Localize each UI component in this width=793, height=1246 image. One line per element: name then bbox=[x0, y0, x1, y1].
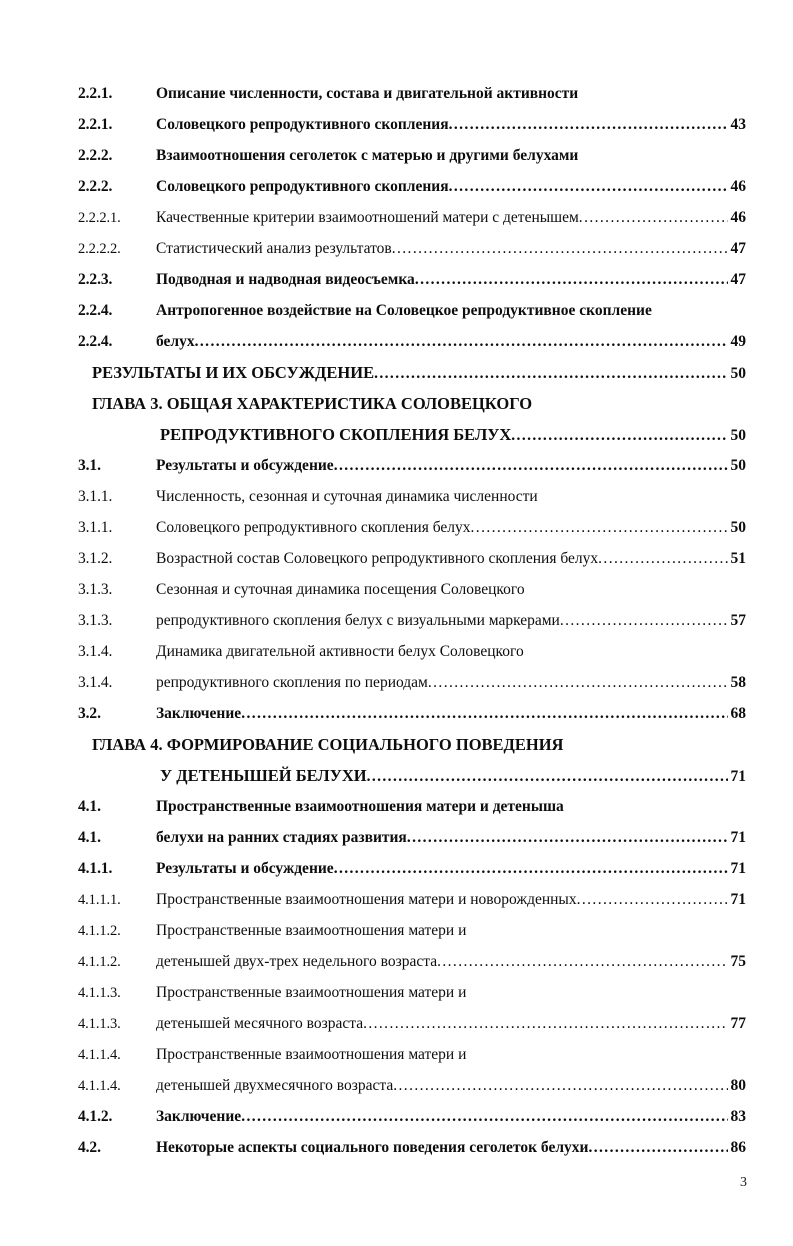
toc-entry-title: Заключение bbox=[156, 1108, 242, 1125]
toc-entry-body bbox=[156, 543, 746, 574]
toc-entry-body bbox=[156, 1039, 746, 1070]
toc-entry-number: 4.1.2. bbox=[78, 1108, 113, 1125]
toc-entry-number: 4.1.1.4. bbox=[78, 1078, 121, 1094]
toc-page-number: 49 bbox=[730, 333, 746, 350]
toc-entry-number: 2.2.2. bbox=[78, 178, 113, 195]
toc-entry[interactable] bbox=[78, 698, 746, 729]
toc-entry-title: Результаты и обсуждение bbox=[156, 860, 334, 877]
toc-entry[interactable] bbox=[78, 1132, 746, 1163]
toc-page-number: 75 bbox=[730, 953, 746, 970]
toc-line bbox=[78, 543, 746, 574]
toc-page-number: 71 bbox=[730, 768, 746, 785]
toc-entry-title: Пространственные взаимоотношения матери и bbox=[156, 984, 467, 1001]
toc-page-number: 50 bbox=[730, 365, 746, 382]
toc-page-number: 71 bbox=[730, 860, 746, 877]
toc-entry-title: Некоторые аспекты социального поведения сеголеток белухи bbox=[156, 1139, 589, 1156]
toc-entry-title: репродуктивного скопления по периодам bbox=[156, 674, 428, 691]
toc-entry-number: 3.1.3. bbox=[78, 581, 113, 598]
toc-entry-title: ГЛАВА 4. ФОРМИРОВАНИЕ СОЦИАЛЬНОГО ПОВЕДЕНИЯ bbox=[92, 735, 564, 754]
toc-entry-number: 3.1.1. bbox=[78, 519, 113, 536]
toc-line bbox=[78, 202, 746, 233]
leader-dots bbox=[407, 822, 728, 853]
toc-line bbox=[78, 946, 746, 977]
toc-entry-title: Динамика двигательной активности белух Соловецкого bbox=[156, 643, 524, 660]
toc-entry-title: Соловецкого репродуктивного скопления белух bbox=[156, 519, 471, 536]
toc-entry-title: детенышей двухмесячного возраста bbox=[156, 1077, 394, 1094]
toc-entry-body bbox=[156, 326, 746, 357]
toc-entry[interactable] bbox=[78, 450, 746, 481]
leader-dots bbox=[449, 171, 728, 202]
toc-entry-title: Пространственные взаимоотношения матери и новорожденных bbox=[156, 891, 577, 908]
toc-line bbox=[78, 822, 746, 853]
toc-entry-number: 4.1.1.2. bbox=[78, 923, 121, 939]
toc-page-number: 71 bbox=[730, 891, 746, 908]
toc-entry-number: 3.2. bbox=[78, 705, 101, 722]
leader-dots bbox=[577, 884, 728, 915]
toc-entry-number: 2.2.2. bbox=[78, 147, 113, 164]
leader-dots bbox=[363, 1008, 727, 1039]
toc-line bbox=[78, 698, 746, 729]
toc-entry-number: 2.2.4. bbox=[78, 302, 113, 319]
toc-entry[interactable] bbox=[78, 264, 746, 295]
toc-entry[interactable] bbox=[78, 543, 746, 574]
leader-dots bbox=[588, 1132, 727, 1163]
toc-line bbox=[78, 450, 746, 481]
toc-line bbox=[78, 109, 746, 140]
leader-dots bbox=[449, 109, 728, 140]
toc-line bbox=[78, 171, 746, 202]
leader-dots bbox=[579, 202, 728, 233]
toc-entry-title: Пространственные взаимоотношения матери и bbox=[156, 1046, 467, 1063]
toc-entry-body bbox=[156, 1070, 746, 1101]
toc-entry-body bbox=[156, 605, 746, 636]
toc-entry[interactable] bbox=[78, 574, 746, 636]
toc-line bbox=[78, 295, 746, 326]
toc-line bbox=[78, 1039, 746, 1070]
leader-dots bbox=[334, 450, 728, 481]
toc-entry-title: детенышей двух-трех недельного возраста bbox=[156, 953, 438, 970]
toc-entry-body bbox=[156, 977, 746, 1008]
toc-page-number: 50 bbox=[730, 519, 746, 536]
toc-entry[interactable] bbox=[78, 388, 746, 450]
toc-line bbox=[78, 636, 746, 667]
toc-entry-number: 2.2.2.2. bbox=[78, 241, 121, 257]
toc-entry-body bbox=[156, 1132, 746, 1163]
toc-line bbox=[78, 140, 746, 171]
toc-entry-body bbox=[156, 264, 746, 295]
toc-page-number: 58 bbox=[730, 674, 746, 691]
toc-page-number: 50 bbox=[730, 457, 746, 474]
toc-entry-number: 4.1.1.3. bbox=[78, 1016, 121, 1032]
toc-line bbox=[78, 667, 746, 698]
leader-dots bbox=[437, 946, 727, 977]
toc-entry-title: Пространственные взаимоотношения матери и bbox=[156, 922, 467, 939]
toc-page-number: 77 bbox=[730, 1015, 746, 1032]
toc-entry-number: 4.2. bbox=[78, 1139, 101, 1156]
toc-entry-body bbox=[92, 357, 746, 389]
toc-entry[interactable] bbox=[78, 140, 746, 202]
toc-page-number: 71 bbox=[730, 829, 746, 846]
toc-entry-title: Численность, сезонная и суточная динамика численности bbox=[156, 488, 538, 505]
toc-entry-body bbox=[156, 791, 746, 822]
toc-entry-title: Качественные критерии взаимоотношений матери с детенышем bbox=[156, 209, 579, 226]
toc-line bbox=[78, 574, 746, 605]
toc-entry[interactable] bbox=[78, 1101, 746, 1132]
leader-dots bbox=[392, 233, 728, 264]
toc-line bbox=[78, 884, 746, 915]
toc-line bbox=[78, 233, 746, 264]
toc-line bbox=[78, 791, 746, 822]
toc-entry-number: 4.1.1. bbox=[78, 860, 113, 877]
toc-page-number: 46 bbox=[730, 209, 746, 226]
toc-line bbox=[78, 760, 746, 791]
toc-entry[interactable] bbox=[78, 884, 746, 915]
toc-entry-body bbox=[92, 729, 746, 760]
toc-entry-title: Соловецкого репродуктивного скопления bbox=[156, 116, 449, 133]
toc-entry-number: 4.1. bbox=[78, 798, 101, 815]
toc-entry-number: 2.2.3. bbox=[78, 271, 113, 288]
leader-dots bbox=[374, 358, 727, 389]
toc-entry-body bbox=[92, 388, 746, 419]
table-of-contents bbox=[78, 78, 746, 1163]
toc-entry-number: 4.1.1.3. bbox=[78, 985, 121, 1001]
toc-page-number: 80 bbox=[730, 1077, 746, 1094]
toc-entry-title: РЕЗУЛЬТАТЫ И ИХ ОБСУЖДЕНИЕ bbox=[92, 363, 375, 382]
toc-entry-body bbox=[156, 915, 746, 946]
toc-entry-title: Взаимоотношения сеголеток с матерью и другими белухами bbox=[156, 147, 579, 164]
toc-line bbox=[78, 605, 746, 636]
toc-page-number: 51 bbox=[730, 550, 746, 567]
toc-entry-title: белухи на ранних стадиях развития bbox=[156, 829, 407, 846]
toc-entry-body bbox=[156, 295, 746, 326]
toc-entry[interactable] bbox=[78, 481, 746, 543]
toc-entry[interactable] bbox=[78, 915, 746, 977]
toc-entry[interactable] bbox=[78, 977, 746, 1039]
toc-entry-number: 2.2.2.1. bbox=[78, 210, 121, 226]
leader-dots bbox=[241, 698, 727, 729]
toc-page-number: 43 bbox=[730, 116, 746, 133]
toc-line bbox=[78, 388, 746, 419]
toc-line bbox=[78, 264, 746, 295]
toc-entry-number: 4.1. bbox=[78, 829, 101, 846]
toc-entry[interactable] bbox=[78, 853, 746, 884]
leader-dots bbox=[560, 605, 728, 636]
toc-entry-number: 3.1.2. bbox=[78, 550, 113, 567]
toc-entry-number: 2.2.1. bbox=[78, 85, 113, 102]
leader-dots bbox=[367, 761, 728, 792]
toc-page-number: 83 bbox=[730, 1108, 746, 1125]
toc-page-number: 50 bbox=[730, 427, 746, 444]
leader-dots bbox=[393, 1070, 727, 1101]
toc-entry-number: 4.1.1.4. bbox=[78, 1047, 121, 1063]
toc-entry[interactable] bbox=[78, 295, 746, 357]
toc-entry-number: 3.1. bbox=[78, 457, 101, 474]
toc-line bbox=[78, 357, 746, 388]
leader-dots bbox=[415, 264, 728, 295]
toc-entry[interactable] bbox=[78, 636, 746, 698]
toc-entry[interactable] bbox=[78, 202, 746, 233]
leader-dots bbox=[598, 543, 727, 574]
page-number: 3 bbox=[740, 1175, 747, 1190]
leader-dots bbox=[511, 420, 727, 451]
toc-entry-number: 2.2.4. bbox=[78, 333, 113, 350]
toc-line bbox=[78, 1101, 746, 1132]
toc-entry-body bbox=[160, 419, 746, 451]
toc-entry-body bbox=[156, 450, 746, 481]
toc-line bbox=[78, 1132, 746, 1163]
toc-line bbox=[78, 1070, 746, 1101]
toc-entry-title: Подводная и надводная видеосъемка bbox=[156, 271, 415, 288]
toc-page-number: 57 bbox=[730, 612, 746, 629]
toc-entry-body bbox=[156, 140, 746, 171]
toc-entry-title: детенышей месячного возраста bbox=[156, 1015, 364, 1032]
toc-entry-body bbox=[156, 109, 746, 140]
toc-line bbox=[78, 481, 746, 512]
toc-line bbox=[78, 326, 746, 357]
toc-entry-title: репродуктивного скопления белух с визуальными маркерами bbox=[156, 612, 560, 629]
toc-entry-body bbox=[156, 1008, 746, 1039]
toc-page-number: 47 bbox=[730, 271, 746, 288]
toc-entry[interactable] bbox=[78, 233, 746, 264]
toc-entry[interactable] bbox=[78, 357, 746, 388]
toc-line bbox=[78, 915, 746, 946]
toc-entry-body bbox=[156, 512, 746, 543]
toc-entry-title: Сезонная и суточная динамика посещения Соловецкого bbox=[156, 581, 525, 598]
leader-dots bbox=[334, 853, 728, 884]
toc-entry-title: Антропогенное воздействие на Соловецкое репродуктивное скопление bbox=[156, 302, 652, 319]
toc-entry-body bbox=[156, 667, 746, 698]
toc-entry-title: Статистический анализ результатов bbox=[156, 240, 392, 257]
toc-entry-body bbox=[156, 202, 746, 233]
toc-entry-body bbox=[156, 171, 746, 202]
toc-entry-number: 4.1.1.1. bbox=[78, 892, 121, 908]
toc-page-number: 47 bbox=[730, 240, 746, 257]
leader-dots bbox=[428, 667, 728, 698]
toc-entry-body bbox=[156, 1101, 746, 1132]
toc-entry-body bbox=[160, 760, 746, 792]
toc-entry-body bbox=[156, 698, 746, 729]
toc-entry[interactable] bbox=[78, 1039, 746, 1101]
toc-entry[interactable] bbox=[78, 791, 746, 853]
toc-entry-title: белух bbox=[156, 333, 195, 350]
leader-dots bbox=[241, 1101, 727, 1132]
toc-entry-body bbox=[156, 884, 746, 915]
toc-entry-body bbox=[156, 853, 746, 884]
toc-entry-body bbox=[156, 946, 746, 977]
toc-entry-title: Пространственные взаимоотношения матери и детеныша bbox=[156, 798, 564, 815]
toc-entry-title: Результаты и обсуждение bbox=[156, 457, 334, 474]
toc-line bbox=[78, 977, 746, 1008]
toc-line bbox=[78, 729, 746, 760]
toc-entry-body bbox=[156, 78, 746, 109]
toc-entry-body bbox=[156, 233, 746, 264]
toc-entry-title: РЕПРОДУКТИВНОГО СКОПЛЕНИЯ БЕЛУХ bbox=[160, 425, 512, 444]
toc-entry-body bbox=[156, 481, 746, 512]
toc-line bbox=[78, 853, 746, 884]
toc-entry[interactable] bbox=[78, 78, 746, 140]
toc-entry-title: Соловецкого репродуктивного скопления bbox=[156, 178, 449, 195]
toc-line bbox=[78, 512, 746, 543]
toc-entry-number: 3.1.3. bbox=[78, 612, 113, 629]
toc-entry-number: 4.1.1.2. bbox=[78, 954, 121, 970]
toc-entry-body bbox=[156, 574, 746, 605]
toc-entry-number: 3.1.4. bbox=[78, 674, 113, 691]
toc-entry-title: Возрастной состав Соловецкого репродуктивного скопления белух bbox=[156, 550, 599, 567]
toc-entry-title: Заключение bbox=[156, 705, 242, 722]
toc-entry[interactable] bbox=[78, 729, 746, 791]
toc-entry-title: ГЛАВА 3. ОБЩАЯ ХАРАКТЕРИСТИКА СОЛОВЕЦКОГО bbox=[92, 394, 533, 413]
toc-page-number: 46 bbox=[730, 178, 746, 195]
leader-dots bbox=[471, 512, 728, 543]
toc-entry-title: У ДЕТЕНЫШЕЙ БЕЛУХИ bbox=[160, 766, 367, 785]
toc-line bbox=[78, 1008, 746, 1039]
leader-dots bbox=[195, 326, 728, 357]
toc-entry-number: 3.1.1. bbox=[78, 488, 113, 505]
toc-entry-number: 2.2.1. bbox=[78, 116, 113, 133]
toc-line bbox=[78, 78, 746, 109]
toc-entry-number: 3.1.4. bbox=[78, 643, 113, 660]
toc-line bbox=[78, 419, 746, 450]
toc-page-number: 68 bbox=[730, 705, 746, 722]
toc-entry-title: Описание численности, состава и двигательной активности bbox=[156, 85, 579, 102]
toc-entry-body bbox=[156, 636, 746, 667]
toc-entry-body bbox=[156, 822, 746, 853]
toc-page-number: 86 bbox=[730, 1139, 746, 1156]
